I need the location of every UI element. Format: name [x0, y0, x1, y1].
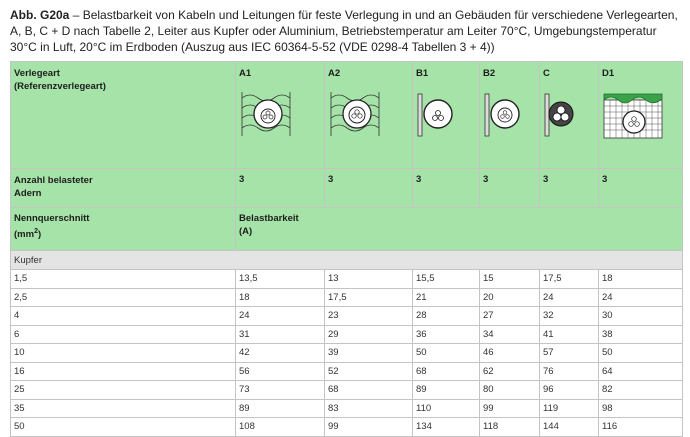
wall-conduit-a2-icon — [328, 88, 388, 140]
capacity-cell: 27 — [480, 307, 540, 326]
capacity-cell: 13,5 — [236, 270, 325, 289]
capacity-cell: 20 — [480, 288, 540, 307]
caption-text: – Belastbarkeit von Kabeln und Leitungen für feste Verlegung in und an Gebäuden für verschiedene Verlegearten, A, B, C + D nach Tabelle 2, Leiter aus Kupfer oder Aluminium, Betriebstemperatur am Leiter 70°C, Umgebungstemperatur 30°C in Luft, 20°C im Erdboden (Auszug aus IEC 60364-5-52 (VDE 0298-4 Tabellen 3 + 4)) — [10, 8, 678, 54]
cross-section-cell: 2,5 — [11, 288, 236, 307]
capacity-cell: 15 — [480, 270, 540, 289]
loaded-conductors-row — [11, 169, 683, 208]
capacity-cell: 68 — [325, 381, 413, 400]
capacity-cell: 17,5 — [540, 270, 599, 289]
material-group-row — [11, 251, 683, 270]
capacity-cell: 89 — [236, 399, 325, 418]
capacity-cell: 89 — [413, 381, 480, 400]
table-row — [11, 307, 683, 326]
wall-mounted-cable-c-icon — [543, 88, 583, 140]
loaded-conductors-label: Anzahl belasteter Adern — [11, 169, 236, 208]
method-b2-cell: B2 — [480, 62, 540, 169]
capacity-cell: 108 — [236, 418, 325, 437]
cross-section-label: Nennquerschnitt $(mm^2)$ — [11, 208, 236, 251]
capacity-cell: 119 — [540, 399, 599, 418]
capacity-cell: 15,5 — [413, 270, 480, 289]
capacity-cell: 80 — [480, 381, 540, 400]
cross-section-cell: 16 — [11, 362, 236, 381]
capacity-cell: 76 — [540, 362, 599, 381]
cross-section-cell: 10 — [11, 344, 236, 363]
capacity-cell: 13 — [325, 270, 413, 289]
capacity-cell: 110 — [413, 399, 480, 418]
table-row — [11, 418, 683, 437]
capacity-cell: 24 — [540, 288, 599, 307]
material-group-label: Kupfer — [11, 251, 683, 270]
capacity-cell: 56 — [236, 362, 325, 381]
capacity-cell: 36 — [413, 325, 480, 344]
cross-section-cell: 4 — [11, 307, 236, 326]
capacity-cell: 64 — [599, 362, 683, 381]
capacity-cell: 17,5 — [325, 288, 413, 307]
capacity-cell: 68 — [413, 362, 480, 381]
method-c-cell: C — [540, 62, 599, 169]
capacity-cell: 30 — [599, 307, 683, 326]
count-cell: 3 — [599, 169, 683, 208]
capacity-cell: 24 — [236, 307, 325, 326]
capacity-cell: 21 — [413, 288, 480, 307]
capacity-header: Belastbarkeit (A) — [236, 208, 683, 251]
capacity-cell: 38 — [599, 325, 683, 344]
table-row — [11, 399, 683, 418]
method-d1-cell: D1 — [599, 62, 683, 169]
count-cell: 3 — [480, 169, 540, 208]
figure-caption — [10, 7, 682, 55]
method-a2-cell: A2 — [325, 62, 413, 169]
capacity-table — [10, 61, 683, 437]
capacity-cell: 24 — [599, 288, 683, 307]
table-row — [11, 344, 683, 363]
table-row — [11, 325, 683, 344]
capacity-cell: 134 — [413, 418, 480, 437]
capacity-cell: 82 — [599, 381, 683, 400]
table-row — [11, 270, 683, 289]
table-row — [11, 288, 683, 307]
cross-section-header-row — [11, 208, 683, 251]
capacity-cell: 46 — [480, 344, 540, 363]
installation-method-header: Verlegeart (Referenzverlegeart) — [11, 62, 236, 169]
capacity-cell: 96 — [540, 381, 599, 400]
capacity-cell: 39 — [325, 344, 413, 363]
capacity-cell: 144 — [540, 418, 599, 437]
capacity-cell: 50 — [599, 344, 683, 363]
capacity-cell: 83 — [325, 399, 413, 418]
table-row — [11, 362, 683, 381]
capacity-cell: 50 — [413, 344, 480, 363]
capacity-cell: 99 — [325, 418, 413, 437]
cross-section-cell: 25 — [11, 381, 236, 400]
cross-section-cell: 1,5 — [11, 270, 236, 289]
cross-section-cell: 50 — [11, 418, 236, 437]
capacity-cell: 116 — [599, 418, 683, 437]
capacity-cell: 29 — [325, 325, 413, 344]
cross-section-cell: 35 — [11, 399, 236, 418]
count-cell: 3 — [540, 169, 599, 208]
wall-conduit-a1-icon — [239, 88, 299, 140]
method-a1-cell: A1 — [236, 62, 325, 169]
table-row — [11, 381, 683, 400]
capacity-cell: 98 — [599, 399, 683, 418]
capacity-cell: 99 — [480, 399, 540, 418]
capacity-cell: 42 — [236, 344, 325, 363]
capacity-cell: 18 — [236, 288, 325, 307]
data-rows — [11, 270, 683, 437]
caption-label: Abb. G20a — [10, 8, 70, 22]
capacity-cell: 62 — [480, 362, 540, 381]
capacity-cell: 18 — [599, 270, 683, 289]
capacity-cell: 41 — [540, 325, 599, 344]
capacity-cell: 34 — [480, 325, 540, 344]
buried-duct-d1-icon — [602, 88, 666, 140]
wall-conduit-b1-icon — [416, 88, 460, 140]
capacity-cell: 23 — [325, 307, 413, 326]
capacity-cell: 31 — [236, 325, 325, 344]
count-cell: 3 — [413, 169, 480, 208]
capacity-cell: 57 — [540, 344, 599, 363]
installation-method-row — [11, 62, 683, 169]
count-cell: 3 — [236, 169, 325, 208]
count-cell: 3 — [325, 169, 413, 208]
wall-conduit-b2-icon — [483, 88, 527, 140]
capacity-cell: 32 — [540, 307, 599, 326]
cross-section-cell: 6 — [11, 325, 236, 344]
capacity-cell: 52 — [325, 362, 413, 381]
capacity-cell: 73 — [236, 381, 325, 400]
method-b1-cell: B1 — [413, 62, 480, 169]
capacity-cell: 28 — [413, 307, 480, 326]
capacity-cell: 118 — [480, 418, 540, 437]
